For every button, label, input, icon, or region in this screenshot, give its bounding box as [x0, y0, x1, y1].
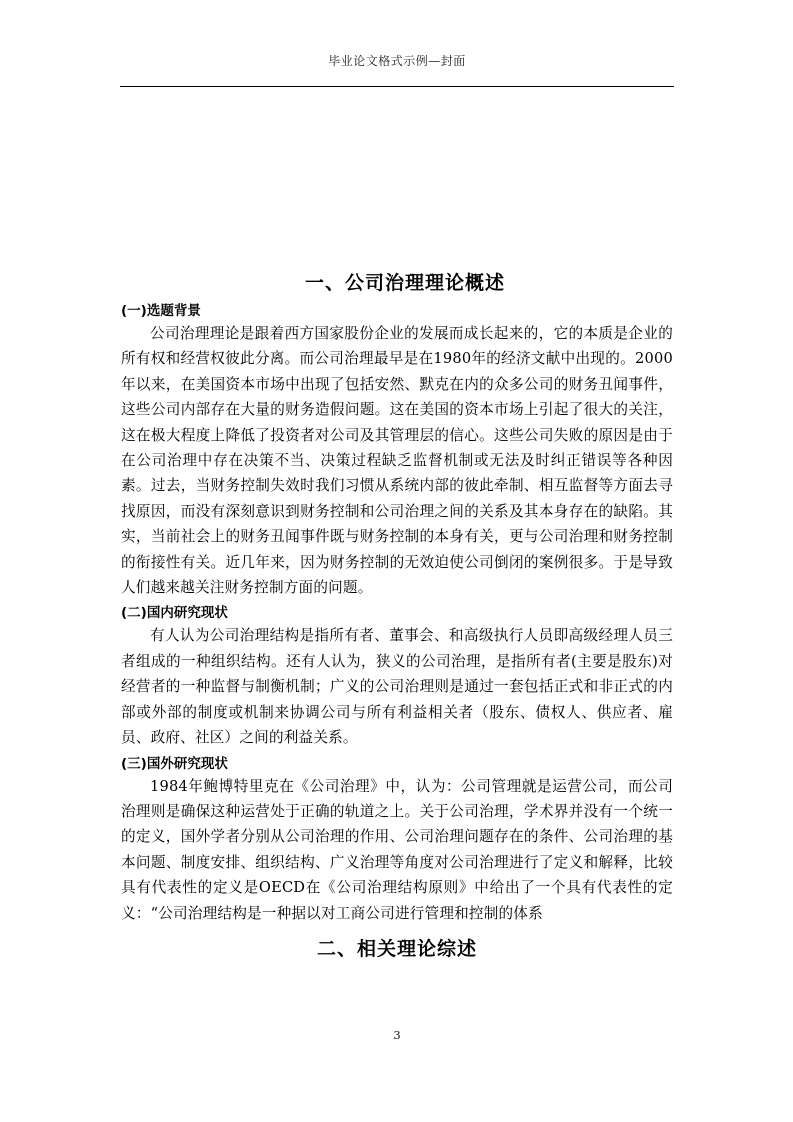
paragraph-foreign-research: 1984年鲍博特里克在《公司治理》中，认为：公司管理就是运营公司，而公司治理则是确保这种运营处于正确的轨道之上。关于公司治理，学术界并没有一个统一的定义，国外学者分别从公司治理的作用、公司治理问题存在的条件、公司治理的基本问题、制度安排、组织结构、广义治理等角度对公司治理进行了定义和解释，比较具有代表性的定义是OECD在《公司治理结构原则》中给出了一个具有代表性的定义：“公司治理结构是一种据以对工商公司进行管理和控制的体系: [121, 777, 673, 922]
section-heading-background: (一)选题背景: [121, 303, 201, 319]
section-heading-domestic-research: (二)国内研究现状: [121, 605, 228, 622]
header-rule: [120, 86, 674, 87]
running-header: 毕业论文格式示例—封面: [328, 54, 466, 68]
page-number: 3: [393, 1028, 401, 1042]
page-content: [121, 268, 673, 964]
paragraph-background: 公司治理理论是跟着西方国家股份企业的发展而成长起来的，它的本质是企业的所有权和经营权彼此分离。而公司治理最早是在1980年的经济文献中出现的。2000年以来，在美国资本市场中出现了包括安然、默克在内的众多公司的财务丑闻事件，这些公司内部存在大量的财务造假问题。这在美国的资本市场上引起了很大的关注，这在极大程度上降低了投资者对公司及其管理层的信心。这些公司失败的原因是由于在公司治理中存在决策不当、决策过程缺乏监督机制或无法及时纠正错误等各种因素。过去，当财务控制失效时我们习惯从系统内部的彼此牵制、相互监督等方面去寻找原因，而没有深刻意识到财务控制和公司治理之间的关系及其本身存在的缺陷。其实，当前社会上的财务丑闻事件既与财务控制的本身有关，更与公司治理和财务控制的衔接性有关。近几年来，因为财务控制的无效迫使公司倒闭的案例很多。于是导致人们越来越关注财务控制方面的问题。: [121, 325, 673, 597]
section-heading-foreign-research: (三)国外研究现状: [121, 755, 228, 772]
chapter-2-title: 二、相关理论综述: [316, 937, 477, 960]
chapter-1-title: 一、公司治理理论概述: [304, 272, 505, 294]
paragraph-domestic-research: 有人认为公司治理结构是指所有者、董事会、和高级执行人员即高级经理人员三者组成的一种组织结构。还有人认为，狭义的公司治理，是指所有者(主要是股东)对经营者的一种监督与制衡机制；广义的公司治理则是通过一套包括正式和非正式的内部或外部的制度或机制来协调公司与所有利益相关者（股东、债权人、供应者、雇员、政府、社区）之间的利益关系。: [121, 627, 673, 747]
